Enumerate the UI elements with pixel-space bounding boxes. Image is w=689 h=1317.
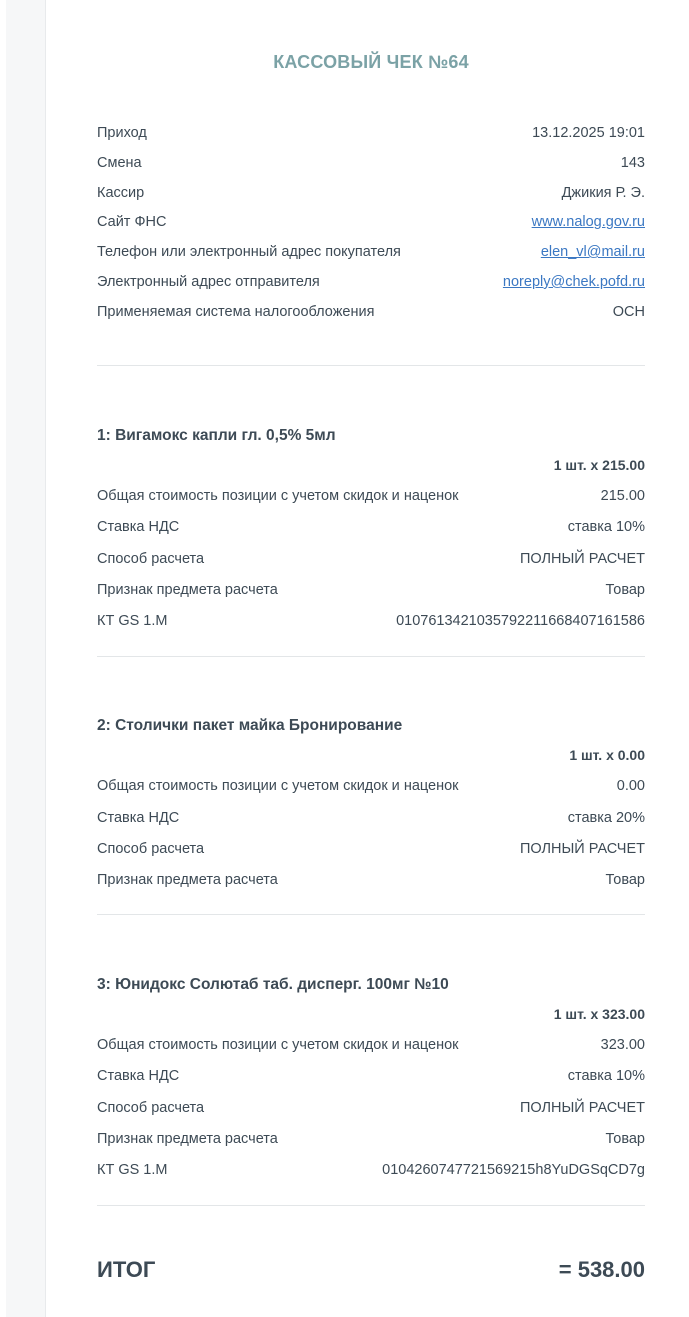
row-label: Признак предмета расчета xyxy=(97,1131,278,1147)
header-row-fns-site xyxy=(97,212,645,232)
item-row-payment-method xyxy=(97,1098,645,1118)
receipt-title: КАССОВЫЙ ЧЕК №64 xyxy=(273,52,469,72)
item-title: 3: Юнидокс Солютаб таб. дисперг. 100мг №10 xyxy=(97,976,449,993)
row-label: Ставка НДС xyxy=(97,810,180,826)
item-row-subject-type xyxy=(97,1129,645,1149)
row-label: Смена xyxy=(97,155,142,171)
row-value: 323.00 xyxy=(600,1037,645,1053)
item-row-vat xyxy=(97,517,645,537)
header-row-cashier xyxy=(97,183,645,203)
left-sidebar-strip xyxy=(0,0,46,1317)
row-value: Товар xyxy=(605,582,645,598)
item-qty: 1 шт. x 0.00 xyxy=(569,747,645,763)
row-value: Товар xyxy=(605,872,645,888)
row-label: Ставка НДС xyxy=(97,1068,180,1084)
row-label: Электронный адрес отправителя xyxy=(97,274,320,290)
item-row-total-cost xyxy=(97,776,645,796)
divider xyxy=(97,365,645,366)
row-value: ставка 10% xyxy=(567,519,645,535)
divider xyxy=(97,656,645,657)
total-label: ИТОГ xyxy=(97,1257,156,1282)
item-row-total-cost xyxy=(97,486,645,506)
window-edge xyxy=(0,0,6,1317)
row-label: Признак предмета расчета xyxy=(97,582,278,598)
divider xyxy=(97,914,645,915)
item-row-marking-code xyxy=(97,611,645,631)
item-row-payment-method xyxy=(97,839,645,859)
row-label: Общая стоимость позиции с учетом скидок и наценок xyxy=(97,1037,459,1053)
fns-site-link[interactable]: www.nalog.gov.ru xyxy=(531,214,645,230)
row-label: Приход xyxy=(97,125,147,141)
item-row-vat xyxy=(97,808,645,828)
row-label: КТ GS 1.M xyxy=(97,613,168,629)
item-row-subject-type xyxy=(97,580,645,600)
row-label: Ставка НДС xyxy=(97,519,180,535)
row-value: 0104260747721569215h8YuDGSqCD7g xyxy=(382,1162,645,1178)
item-row-vat xyxy=(97,1066,645,1086)
row-value: ставка 10% xyxy=(567,1068,645,1084)
buyer-email-link[interactable]: elen_vl@mail.ru xyxy=(540,244,645,260)
item-row-subject-type xyxy=(97,870,645,890)
header-row-buyer-contact xyxy=(97,242,645,262)
item-row-marking-code xyxy=(97,1160,645,1180)
row-label: КТ GS 1.M xyxy=(97,1162,168,1178)
item-row-total-cost xyxy=(97,1035,645,1055)
item-title: 2: Столички пакет майка Бронирование xyxy=(97,717,403,734)
row-value: 0.00 xyxy=(616,778,645,794)
row-value: 0107613421035792211668407161586 xyxy=(396,613,645,629)
row-label: Телефон или электронный адрес покупателя xyxy=(97,244,401,260)
row-label: Общая стоимость позиции с учетом скидок и наценок xyxy=(97,488,459,504)
row-value: ставка 20% xyxy=(567,810,645,826)
row-label: Способ расчета xyxy=(97,841,205,857)
divider xyxy=(97,1205,645,1206)
item-qty: 1 шт. x 323.00 xyxy=(553,1006,645,1022)
row-value: 13.12.2025 19:01 xyxy=(532,125,645,141)
row-value: 143 xyxy=(620,155,645,171)
header-row-shift xyxy=(97,153,645,173)
header-row-tax-system xyxy=(97,302,645,322)
row-label: Способ расчета xyxy=(97,1100,205,1116)
row-value: ПОЛНЫЙ РАСЧЕТ xyxy=(519,1100,645,1116)
row-value: 215.00 xyxy=(600,488,645,504)
row-label: Признак предмета расчета xyxy=(97,872,278,888)
row-label: Способ расчета xyxy=(97,551,205,567)
header-row-income xyxy=(97,123,645,143)
item-qty: 1 шт. x 215.00 xyxy=(553,457,645,473)
row-label: Кассир xyxy=(97,185,145,201)
sender-email-link[interactable]: noreply@chek.pofd.ru xyxy=(502,274,645,290)
row-label: Применяемая система налогообложения xyxy=(97,304,375,320)
row-label: Общая стоимость позиции с учетом скидок и наценок xyxy=(97,778,459,794)
row-label: Сайт ФНС xyxy=(97,214,167,230)
item-row-payment-method xyxy=(97,549,645,569)
item-title: 1: Вигамокс капли гл. 0,5% 5мл xyxy=(97,427,336,444)
row-value: Товар xyxy=(605,1131,645,1147)
row-value: ПОЛНЫЙ РАСЧЕТ xyxy=(519,551,645,567)
row-value: ОСН xyxy=(612,304,645,320)
row-value: Джикия Р. Э. xyxy=(561,185,645,201)
total-value: = 538.00 xyxy=(558,1257,645,1282)
row-value: ПОЛНЫЙ РАСЧЕТ xyxy=(519,841,645,857)
header-row-sender-email xyxy=(97,272,645,292)
